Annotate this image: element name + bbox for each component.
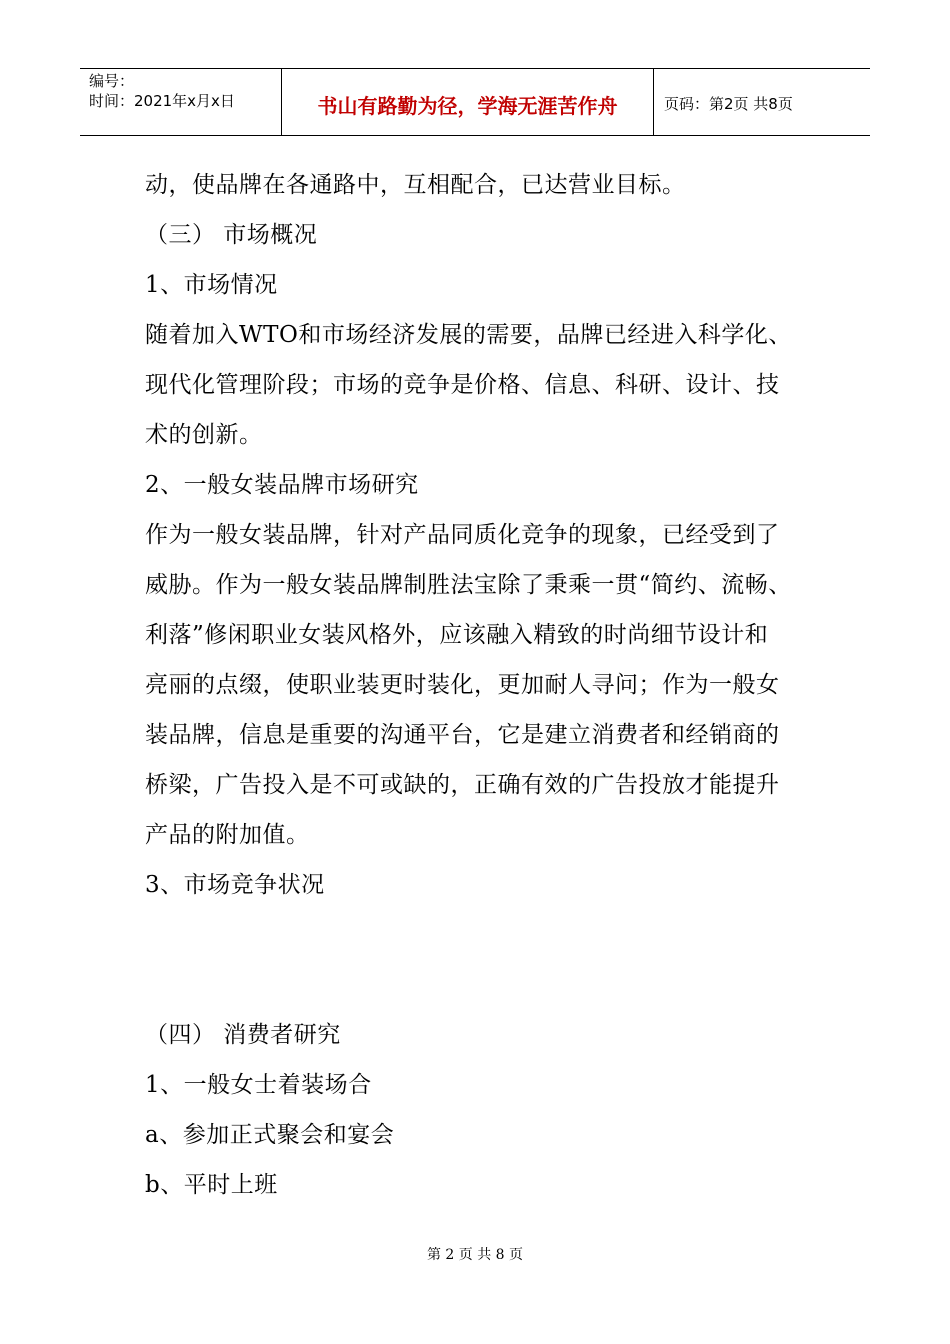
motto-text: 书山有路勤为径，学海无涯苦作舟: [317, 93, 618, 118]
subsection-heading: 2、一般女装品牌市场研究: [145, 472, 419, 498]
body-line: 术的创新。: [145, 422, 263, 448]
body-line: 装品牌，信息是重要的沟通平台，它是建立消费者和经销商的: [145, 722, 780, 748]
list-item: a、参加正式聚会和宴会: [145, 1122, 395, 1148]
body-line: 作为一般女装品牌，针对产品同质化竞争的现象，已经受到了: [145, 522, 780, 548]
blank-space: [145, 910, 825, 1010]
body-line: 亮丽的点缀，使职业装更时装化，更加耐人寻问；作为一般女: [145, 672, 780, 698]
body-line: 随着加入WTO和市场经济发展的需要，品牌已经进入科学化、: [145, 322, 792, 348]
header-meta-cell: [80, 69, 282, 135]
section-heading: （四） 消费者研究: [145, 1022, 341, 1048]
header-motto-cell: [282, 69, 654, 135]
body-line: 桥梁，广告投入是不可或缺的，正确有效的广告投放才能提升: [145, 772, 780, 798]
date-label: 时间：2021年x月x日: [89, 92, 235, 110]
body-line: 威胁。作为一般女装品牌制胜法宝除了秉乘一贯“简约、流畅、: [145, 572, 792, 598]
page-footer: 第 2 页 共 8 页: [426, 1247, 524, 1263]
serial-number-label: 编号：: [89, 72, 135, 90]
page-code-text: 页码：第2页 共8页: [664, 94, 793, 113]
body-line: 利落”修闲职业女装风格外，应该融入精致的时尚细节设计和: [145, 622, 769, 648]
subsection-heading: 3、市场竞争状况: [145, 872, 325, 898]
body-line: 动，使品牌在各通路中，互相配合，已达营业目标。: [145, 172, 686, 198]
section-heading: （三） 市场概况: [145, 222, 318, 248]
subsection-heading: 1、市场情况: [145, 272, 278, 298]
subsection-heading: 1、一般女士着装场合: [145, 1072, 372, 1098]
document-body: [145, 160, 825, 1210]
body-line: 产品的附加值。: [145, 822, 310, 848]
body-line: 现代化管理阶段；市场的竞争是价格、信息、科研、设计、技: [145, 372, 780, 398]
list-item: b、平时上班: [145, 1172, 278, 1198]
page-header: [80, 68, 870, 136]
header-page-cell: [654, 69, 870, 135]
